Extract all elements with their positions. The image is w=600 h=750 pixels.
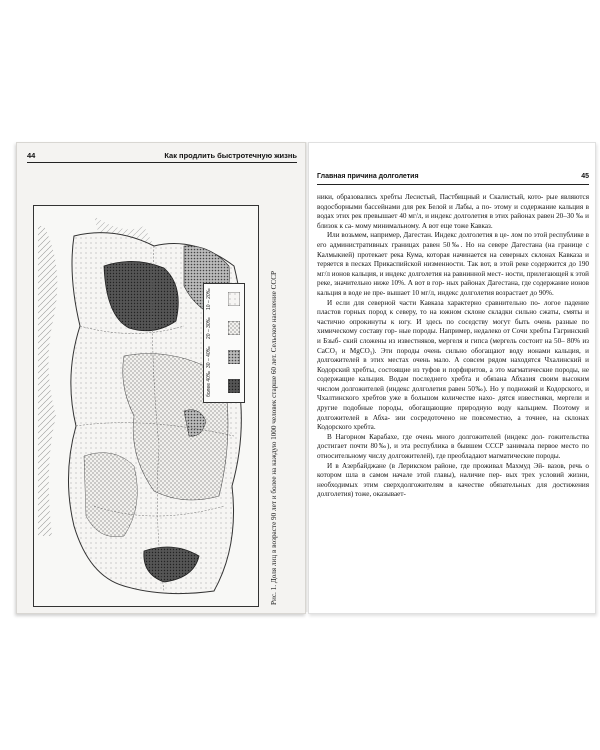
paragraph: И если для северной части Кавказа характерно сравнительно по- логое падение пластов горных пород к северу, то на южном склоне складки сильно сжаты, смяты и частично опрокинуты к югу. И здесь по соседству могут быть очень разные по химическому составу гор- ные породы. Например, недалеко от Сочи хребты Гагринский и Бзыб- ский сложены из известняков, мергеля и гипса (мергель состоит на 50– 80% из CaCO₃ и MgCO₃). Эти породы очень сильно обогащают воду ионами кальция, и долгожителей в этих местах очень мало. А совсем рядом находятся Чхалинский и Кодорский хребты, состоящие из туфов и порфиритов, а это магматические породы, не содержащие кальция. Водам последнего хребта и обязана Абхазия своим высоким числом долгожителей (индекс долголетия равен 50‰). Но у подножий и Кодорского, и Чхалтинского хребтов уже в большом количестве нахо- дятся известняки, мергели и другие подобные породы, обогащающие природную воду кальцием. Поэтому и долгожителей в Абха- зии сосредоточено не повсеместно, а точнее, на склонах Кодорского хребта. [317, 298, 589, 432]
legend-label: 10 – 20‰ [206, 288, 212, 310]
map-legend [203, 283, 245, 403]
legend-swatch-dense [228, 350, 240, 364]
left-page-number: 44 [27, 151, 36, 160]
legend-swatch-sparse [228, 292, 240, 306]
paragraph: И в Азербайджане (в Лерикском районе, где проживал Махмуд Эй- вазов, речь о котором шла в самом начале этой главы), наличие пер- вых трех условий жизни, необходимых этим сверхдолгожителям в качестве обязательных для достижения долголетия) тоже, оказывает- [317, 461, 589, 499]
right-page-number: 45 [581, 173, 589, 180]
legend-item [204, 373, 242, 401]
figure-caption-line-1: Рис. 1. Доля лиц в возрасте 90 лет и более на каждую 1000 человек старше 60 лет. Сельское население СССР [270, 270, 278, 605]
left-running-title: Как продлить быстротечную жизнь [164, 151, 297, 160]
paragraph: В Нагорном Карабахе, где очень много долгожителей (индекс дол- гожительства достигает почти 80‰), и эта республика в бывшем СССР занимала первое место по относительному числу долгожителей), где преобладают магматические породы. [317, 432, 589, 461]
figure-caption [269, 213, 291, 605]
right-running-title: Главная причина долголетия [317, 173, 419, 180]
book-spread [10, 120, 594, 620]
legend-swatch-dots [228, 321, 240, 335]
left-running-head [27, 151, 297, 163]
legend-item [204, 286, 242, 314]
right-running-head [317, 173, 589, 185]
legend-item [204, 315, 242, 343]
legend-item [204, 344, 242, 372]
right-page [308, 142, 596, 614]
body-text [317, 193, 589, 500]
map-drawing [34, 206, 258, 606]
ussr-longevity-map [33, 205, 259, 607]
left-page [16, 142, 306, 614]
legend-label: 20 – 30‰ [206, 317, 212, 339]
legend-label: более 40‰ [206, 371, 212, 397]
legend-label: 30 – 40‰ [206, 346, 212, 368]
paragraph: ники, образовались хребты Лесистый, Пастбищный и Скалистый, кото- рые являются водосборными бассейнами для рек Белой и Лабы, а по- этому и содержание кальция в водах этих рек превышает 40 мг/л, и индекс долголетия в этих районах равен 20–30 ‰ и близок к са- мому минимальному. А вот еще тоже Кавказ. [317, 193, 589, 230]
legend-swatch-dark [228, 379, 240, 393]
paragraph: Или возьмем, например, Дагестан. Индекс долголетия в це- лом по этой республике в его административных границах равен 50‰. Но на севере Дагестана (на границе с Калмыкией) протекает река Кума, которая начинается на северных склонах Кавказа и теряется в песках Прикаспийской низменности. Так вот, в этой реке содержится до 190 мг/л ионов кальция, и индекс долголетия на равнинной мест- ности, прилегающей к этой реке, значительно ниже 10%. А вот в гор- ных районах Дагестана, где содержание ионов кальция в воде не пре- вышает 10 мг/л, индекс долголетия возрастает до 90%. [317, 231, 589, 297]
